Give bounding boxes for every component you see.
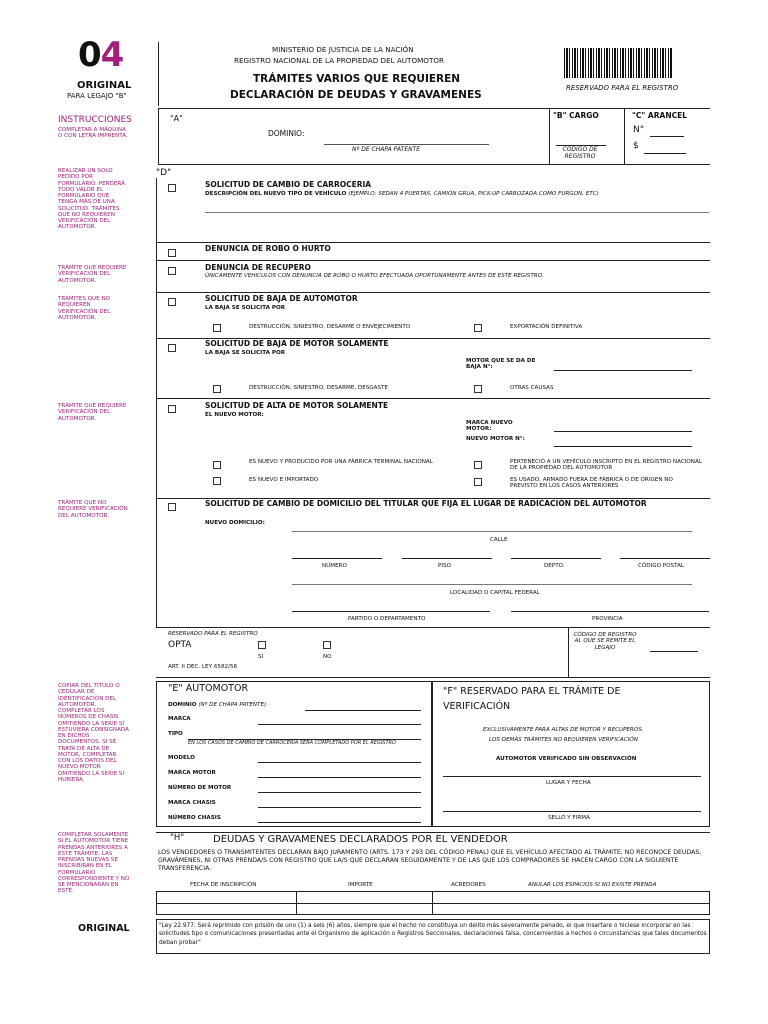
nuevo-motor-n-label: NUEVO MOTOR N°: <box>466 436 525 442</box>
section-c-label: "C" ARANCEL <box>632 111 687 120</box>
d-bottom <box>156 677 710 678</box>
sep-3 <box>156 292 710 293</box>
arancel-n-label: N° <box>633 125 645 135</box>
section-b-label: "B" CARGO <box>553 111 599 120</box>
am-inscripto-checkbox[interactable] <box>474 461 482 469</box>
provincia-input[interactable] <box>511 611 709 612</box>
dominio-label: DOMINIO: <box>268 129 305 138</box>
baja-destruccion-label: DESTRUCCIÓN, SINIESTRO, DESARME O ENVEJECIMIENTO <box>249 324 411 330</box>
form-number <box>78 36 123 75</box>
domicilio-checkbox[interactable] <box>168 503 176 511</box>
baja-automotor-por: LA BAJA SE SOLICITA POR <box>205 305 286 311</box>
f-lugar-label: LUGAR Y FECHA <box>546 780 591 786</box>
chapa-note: Nº DE CHAPA PATENTE <box>352 146 421 153</box>
copy-label: ORIGINAL <box>77 80 132 91</box>
sep-7 <box>156 627 710 628</box>
codigo-remite-input[interactable] <box>650 651 698 652</box>
a-bottom-line <box>158 164 710 165</box>
sep-2 <box>156 260 710 261</box>
e-tipo-label: TIPO <box>168 731 183 737</box>
domicilio-title: SOLICITUD DE CAMBIO DE DOMICILIO DEL TITULAR QUE FIJA EL LUGAR DE RADICACIÓN DEL AUTOMOTOR <box>205 499 647 508</box>
robo-checkbox[interactable] <box>168 249 176 257</box>
robo-title: DENUNCIA DE ROBO O HURTO <box>205 244 331 253</box>
instruction-2: REALIZAR UN SOLO PEDIDO POR FORMULARIO. PERDERÁ TODO VALOR EL FORMULARIO QUE TENGA MÁS DE UNA SOLICITUD. TRÁMITES QUE NO REQUIEREN VERIFICACIÓN DEL AUTOMOTOR. <box>58 168 125 231</box>
header-bottom-line <box>158 108 710 109</box>
partido-input[interactable] <box>292 611 490 612</box>
a-left-border <box>158 108 159 164</box>
nuevo-motor-label: EL NUEVO MOTOR: <box>205 412 264 418</box>
provincia-label: PROVINCIA <box>592 616 623 622</box>
carroceria-example: (EJEMPLO: SEDAN 4 PUERTAS, CAMIÓN GRUA, PICK-UP CARROZADA COMO FURGON, ETC) <box>348 191 599 197</box>
section-a-label: "A" <box>170 114 183 123</box>
instruction-8: COMPLETAR SOLAMENTE SI EL AUTOMOTOR TIENE PRENDAS ANTERIORES A ESTE TRÁMITE. LAS PRENDAS NUEVAS SE INSCRIBIRÁN EN EL FORMULARIO CORRESPONDIENTE Y NO SE MENCIONARÁN EN ESTE. <box>58 832 130 895</box>
instruction-5: TRÁMITE QUE REQUIERE VERIFICACIÓN DEL AUTOMOTOR. <box>58 403 127 422</box>
h-row-2-importe[interactable] <box>297 904 431 914</box>
am-importado-label: ES NUEVO E IMPORTADO <box>249 477 319 483</box>
am-nacional-label: ES NUEVO Y PRODUCIDO POR UNA FÁBRICA TERMINAL NACIONAL <box>249 459 433 465</box>
bm-otras-label: OTRAS CAUSAS <box>510 385 554 391</box>
codigo-registro: CÓDIGO DE REGISTRO <box>562 146 598 160</box>
bm-destruccion-checkbox[interactable] <box>213 385 221 393</box>
baja-exportacion-checkbox[interactable] <box>474 324 482 332</box>
am-inscripto-label: PERTENECIÓ A UN VEHÍCULO INSCRIPTO EN EL REGISTRO NACIONAL DE LA PROPIEDAD DEL AUTOMOTOR <box>510 459 702 472</box>
h-row-1-acreedores[interactable] <box>433 892 709 902</box>
baja-motor-title: SOLICITUD DE BAJA DE MOTOR SOLAMENTE <box>205 339 389 348</box>
piso-label: PISO <box>438 563 451 569</box>
e-numero-chasis-input[interactable] <box>258 822 421 823</box>
marca-nuevo-motor-label: MARCA NUEVO MOTOR: <box>466 420 513 433</box>
baja-motor-por: LA BAJA SE SOLICITA POR <box>205 350 286 356</box>
form-title-1: TRÁMITES VARIOS QUE REQUIEREN <box>253 73 461 85</box>
depto-input[interactable] <box>511 558 601 559</box>
e-numero-chasis-label: NÚMERO CHASIS <box>168 815 221 821</box>
opta-si-checkbox[interactable] <box>258 641 266 649</box>
h-row-1-importe[interactable] <box>297 892 431 902</box>
section-d-label: "D" <box>156 168 172 178</box>
b-border <box>549 108 550 164</box>
am-nacional-checkbox[interactable] <box>213 461 221 469</box>
header-divider <box>158 42 159 106</box>
h-col-acreedores: ACREDORES <box>451 882 486 888</box>
alta-motor-title: SOLICITUD DE ALTA DE MOTOR SOLAMENTE <box>205 401 389 410</box>
calle-input[interactable] <box>292 531 692 532</box>
h-row-2-acreedores[interactable] <box>433 904 709 914</box>
motor-baja-n-input[interactable] <box>554 370 692 371</box>
instruction-7: COPIAR DEL TÍTULO O CEDULAR DE IDENTIFICACIÓN DEL AUTOMOTOR. COMPLETAR LOS NÚMEROS DE CHASIS OMITIENDO LA SERIE SI ESTUVIERA CONSIGNADA EN DICHOS DOCUMENTOS. SI SE TRATA DE ALTA DE MOTOR, COMPLETAR CON LOS DATOS DEL NUEVO MOTOR OMITIENDO LA SERIE SI HUBIERA. <box>58 683 129 783</box>
h-col-fecha: FECHA DE INSCRIPCIÓN <box>190 882 257 888</box>
e-modelo-label: MODELO <box>168 755 195 761</box>
f-verificado: AUTOMOTOR VERIFICADO SIN OBSERVACIÓN <box>496 756 637 762</box>
alta-motor-checkbox[interactable] <box>168 405 176 413</box>
instruction-1: COMPLETAR A MÁQUINA O CON LETRA IMPRENTA. <box>58 127 128 140</box>
e-marca-label: MARCA <box>168 716 191 722</box>
section-e-title: "E" AUTOMOTOR <box>168 683 249 694</box>
instruction-6: TRÁMITE QUE NO REQUIERE VERIFICACIÓN DEL AUTOMOTOR. <box>58 500 128 519</box>
arancel-n-input[interactable] <box>650 136 684 137</box>
section-h-text: LOS VENDEDORES O TRANSMITENTES DECLARAN BAJO JURAMENTO (ARTS. 173 Y 293 DEL CÓDIGO PENAL) QUE EL VEHÍCULO AFECTADO AL TRÁMITE, NO RECONOCE DEUDAS, GRAVÁMENES, NI OTRAS PRENDA/S CON REGISTRO QUE LA/S QUE DECLARAN SEGUIDAMENTE Y DE LAS QUE LOS COMPRADORES SE HACEN CARGO CON LA SIGUIENTE TRANSFERENCIA. <box>158 849 702 873</box>
partido-label: PARTIDO O DEPARTAMENTO <box>348 616 426 622</box>
marca-nuevo-motor-input[interactable] <box>554 431 692 432</box>
f-sello-input[interactable] <box>443 811 701 812</box>
section-h-title: DEUDAS Y GRAVAMENES DECLARADOS POR EL VENDEDOR <box>213 834 508 845</box>
e-marca-input[interactable] <box>258 724 421 725</box>
carroceria-input[interactable] <box>205 212 709 213</box>
c-border <box>624 108 625 164</box>
baja-automotor-title: SOLICITUD DE BAJA DE AUTOMOTOR <box>205 294 358 303</box>
e-tipo-note: EN LOS CASOS DE CAMBIO DE CARROCERIA SERA COMPLETADO POR EL REGISTRO <box>188 740 396 746</box>
legajo-label: PARA LEGAJO "B" <box>67 92 127 100</box>
calle-label: CALLE <box>490 537 508 543</box>
instructions-title: INSTRUCCIONES <box>58 115 132 125</box>
art-label: ART. II DEC. LEY 6582/58 <box>168 664 238 670</box>
motor-baja-n-label: MOTOR QUE SE DA DE BAJA N°: <box>466 358 536 371</box>
sep-1 <box>156 242 710 243</box>
barcode <box>564 48 672 78</box>
piso-input[interactable] <box>402 558 492 559</box>
footer-original: ORIGINAL <box>78 923 130 934</box>
ministry: MINISTERIO DE JUSTICIA DE LA NACIÓN <box>272 45 414 54</box>
h-top <box>156 832 710 833</box>
reservado-registro-label: RESERVADO PARA EL REGISTRO <box>168 631 258 637</box>
law-text: "Ley 22.977. Será reprimido con prisión de uno (1) a seis (6) años, siempre que el hecho no constituya un delito más severamente penado, el que insertare o hiciese incorporar en las solicitudes tipo o comunicaciones presentadas ante el Organismo de aplicación o Registros Seccionales, declaraciones falsa, concernientes a hechos o circunstancias que tales documentos deban probar" <box>159 923 707 946</box>
codigo-remite-label: CÓDIGO DE REGISTRO AL QUE SE REMITE EL LEGAJO <box>573 632 637 651</box>
instruction-3: TRÁMITE QUE REQUIERE VERIFICACIÓN DEL AUTOMOTOR. <box>58 265 127 284</box>
d-left-border <box>156 178 157 628</box>
e-marca-motor-input[interactable] <box>258 777 421 778</box>
e-numero-motor-label: NÚMERO DE MOTOR <box>168 785 232 791</box>
e-modelo-input[interactable] <box>258 762 421 763</box>
f-note-1: EXCLUSIVAMENTE PARA ALTAS DE MOTOR Y RECUPEROS. <box>483 727 644 733</box>
h-col-anular: ANULAR LOS ESPACIOS SI NO EXISTE PRENDA <box>528 882 657 888</box>
section-h-label: "H" <box>170 833 185 843</box>
registry: REGISTRO NACIONAL DE LA PROPIEDAD DEL AUTOMOTOR <box>234 56 445 65</box>
carroceria-checkbox[interactable] <box>168 184 176 192</box>
e-marca-motor-label: MARCA MOTOR <box>168 770 216 776</box>
am-usado-label: ES USADO, ARMADO FUERA DE FÁBRICA O DE ORIGEN NO PREVISTO EN LOS CASOS ANTERIORES <box>510 477 673 490</box>
e-marca-chasis-input[interactable] <box>258 807 421 808</box>
h-row-2-fecha[interactable] <box>157 904 295 914</box>
h-col-importe: IMPORTE <box>348 882 373 888</box>
form-title-2: DECLARACIÓN DE DEUDAS Y GRAVAMENES <box>230 89 482 101</box>
f-note-2: LOS DEMÁS TRÁMITES NO REQUIEREN VERIFICACIÓN <box>489 737 638 743</box>
baja-exportacion-label: EXPORTACIÓN DEFINITIVA <box>510 324 583 330</box>
baja-destruccion-checkbox[interactable] <box>213 324 221 332</box>
instruction-4: TRÁMITES QUE NO REQUIEREN VERIFICACIÓN DEL AUTOMOTOR. <box>58 296 111 321</box>
numero-input[interactable] <box>292 558 382 559</box>
section-f-title: "F" RESERVADO PARA EL TRÁMITE DE VERIFICACIÓN <box>443 686 621 713</box>
sep-5 <box>156 398 710 399</box>
opta-si-label: SI <box>258 654 264 660</box>
localidad-label: LOCALIDAD O CAPITAL FEDERAL <box>450 590 540 596</box>
localidad-input[interactable] <box>292 584 692 585</box>
carroceria-description <box>205 191 599 197</box>
remite-box-left <box>568 627 569 677</box>
form-number-text: 04 <box>78 35 124 75</box>
arancel-dollar-label: $ <box>633 141 639 151</box>
baja-automotor-checkbox[interactable] <box>168 298 176 306</box>
reserved-registry: RESERVADO PARA EL REGISTRO <box>566 84 679 92</box>
opta-label: OPTA <box>168 640 192 650</box>
carroceria-title: SOLICITUD DE CAMBIO DE CARROCERIA <box>205 180 372 189</box>
e-numero-motor-input[interactable] <box>258 792 421 793</box>
f-sello-label: SELLO Y FIRMA <box>548 815 590 821</box>
e-marca-chasis-label: MARCA CHASIS <box>168 800 216 806</box>
cp-label: CÓDIGO POSTAL <box>638 563 685 569</box>
depto-label: DEPTO. <box>544 563 565 569</box>
recupero-note: ÚNICAMENTE VEHICULOS CON DENUNCIA DE ROBO O HURTO EFECTUADA OPORTUNAMENTE ANTES DE ESTE REGISTRO. <box>205 273 544 279</box>
bm-destruccion-label: DESTRUCCIÓN, SINIESTRO, DESARME, DESGASTE <box>249 385 388 391</box>
cp-input[interactable] <box>620 558 710 559</box>
arancel-amount-input[interactable] <box>644 153 686 154</box>
am-usado-checkbox[interactable] <box>474 478 482 486</box>
nuevo-motor-n-input[interactable] <box>554 446 692 447</box>
f-lugar-input[interactable] <box>443 776 701 777</box>
bm-otras-checkbox[interactable] <box>474 385 482 393</box>
carroceria-desc-label: DESCRIPCIÓN DEL NUEVO TIPO DE VEHÍCULO <box>205 191 347 197</box>
e-dominio-note: (Nº DE CHAPA PATENTE) <box>198 702 267 708</box>
numero-label: NÚMERO <box>322 563 347 569</box>
am-importado-checkbox[interactable] <box>213 477 221 485</box>
e-dominio-text: DOMINIO <box>168 702 197 708</box>
baja-motor-checkbox[interactable] <box>168 344 176 352</box>
e-dominio-input[interactable] <box>305 710 421 711</box>
e-dominio-label <box>168 702 266 708</box>
h-row-1-fecha[interactable] <box>157 892 295 902</box>
dominio-input[interactable] <box>324 144 489 145</box>
recupero-checkbox[interactable] <box>168 267 176 275</box>
nuevo-domicilio-label: NUEVO DOMICILIO: <box>205 520 265 526</box>
opta-no-label: NO <box>323 654 332 660</box>
opta-no-checkbox[interactable] <box>323 641 331 649</box>
recupero-title: DENUNCIA DE RECUPERO <box>205 263 311 272</box>
